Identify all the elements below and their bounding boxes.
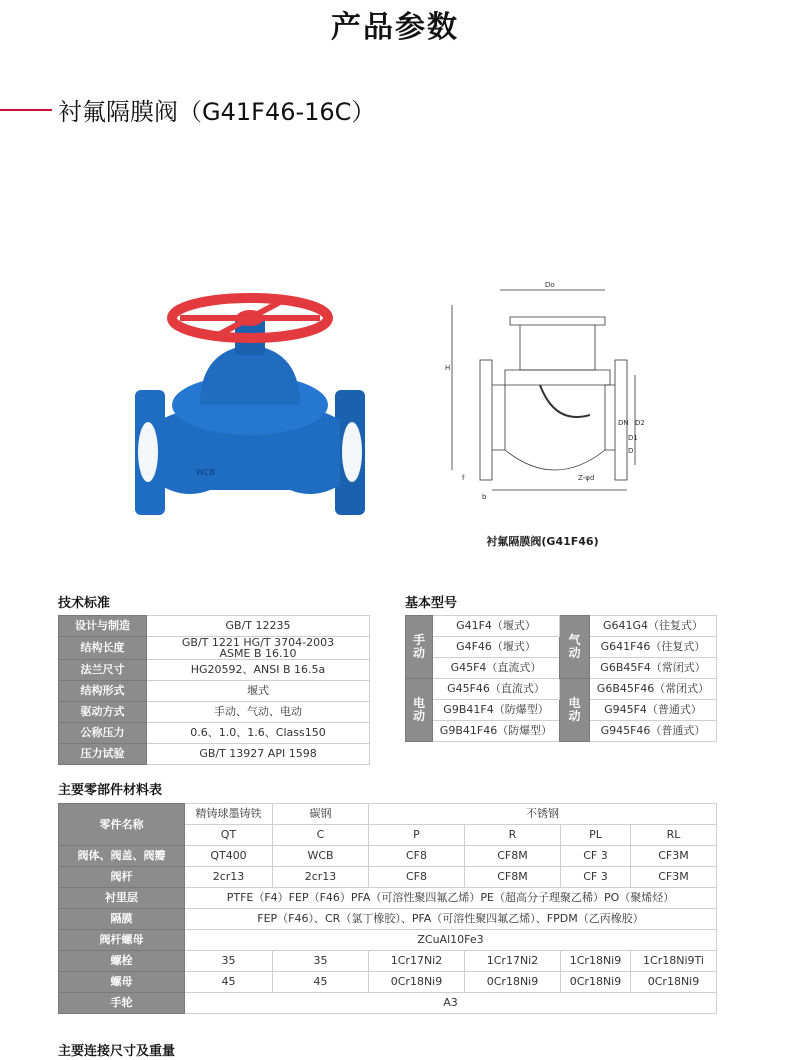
standards-row xyxy=(59,616,370,637)
material-row xyxy=(59,909,717,930)
material-cell: CF8 xyxy=(369,846,465,867)
material-cell: CF8M xyxy=(465,867,561,888)
material-cell: 45 xyxy=(185,972,273,993)
label-do: Do xyxy=(545,281,555,289)
group-header: 碳钢 xyxy=(273,804,369,825)
models-table xyxy=(405,615,717,742)
material-cell: 1Cr17Ni2 xyxy=(465,951,561,972)
material-cell: CF 3 xyxy=(561,867,631,888)
material-cell: 1Cr18Ni9 xyxy=(561,951,631,972)
standards-label: 结构形式 xyxy=(59,681,147,702)
material-cell: 35 xyxy=(273,951,369,972)
model-item: G6B45F46（常闭式） xyxy=(590,679,717,700)
label-dn: DN xyxy=(618,419,629,427)
material-cell: CF3M xyxy=(631,867,717,888)
material-code: C xyxy=(273,825,369,846)
material-cell: CF3M xyxy=(631,846,717,867)
standards-label: 驱动方式 xyxy=(59,702,147,723)
material-cell: 1Cr17Ni2 xyxy=(369,951,465,972)
label-b: b xyxy=(482,493,487,501)
standards-row xyxy=(59,660,370,681)
material-row xyxy=(59,993,717,1014)
part-label: 螺栓 xyxy=(59,951,185,972)
part-label: 螺母 xyxy=(59,972,185,993)
standards-label: 设计与制造 xyxy=(59,616,147,637)
material-code: P xyxy=(369,825,465,846)
model-group-label: 电动 xyxy=(568,696,581,723)
standards-value: 手动、气动、电动 xyxy=(147,702,370,723)
material-cell: CF8M xyxy=(465,846,561,867)
material-cell: CF 3 xyxy=(561,846,631,867)
material-span-cell: PTFE（F4）FEP（F46）PFA（可溶性聚四氟乙烯）PE（超高分子理聚乙稀）PO（聚烯烃） xyxy=(185,888,717,909)
material-cell: 45 xyxy=(273,972,369,993)
model-group-label: 电动 xyxy=(412,696,425,723)
material-code: QT xyxy=(185,825,273,846)
valve-product-photo xyxy=(130,290,370,530)
material-cell: 0Cr18Ni9 xyxy=(465,972,561,993)
material-code: PL xyxy=(561,825,631,846)
standards-label: 结构长度 xyxy=(59,637,147,660)
standards-value-2: ASME B 16.10 xyxy=(219,647,297,660)
label-d2: D2 xyxy=(635,419,645,427)
standards-value: GB/T 12235 xyxy=(147,616,370,637)
label-f: f xyxy=(462,474,465,482)
standards-value: 0.6、1.0、1.6、Class150 xyxy=(147,723,370,744)
standards-value: HG20592、ANSI B 16.5a xyxy=(147,660,370,681)
material-code: RL xyxy=(631,825,717,846)
part-label: 隔膜 xyxy=(59,909,185,930)
material-row xyxy=(59,867,717,888)
material-cell: QT400 xyxy=(185,846,273,867)
model-item: G9B41F4（防爆型） xyxy=(433,700,560,721)
material-row xyxy=(59,846,717,867)
models-title: 基本型号 xyxy=(405,596,458,611)
standards-value: GB/T 1221 HG/T 3704-2003 xyxy=(181,636,335,649)
material-row xyxy=(59,930,717,951)
standards-row xyxy=(59,681,370,702)
standards-label: 法兰尺寸 xyxy=(59,660,147,681)
model-item: G45F46（直流式） xyxy=(433,679,560,700)
part-label: 阀体、阀盖、阀瓣 xyxy=(59,846,185,867)
label-d: D xyxy=(628,447,634,455)
material-cell: 1Cr18Ni9Ti xyxy=(631,951,717,972)
model-group-label: 手动 xyxy=(412,633,425,660)
material-cell: 0Cr18Ni9 xyxy=(561,972,631,993)
material-cell: 0Cr18Ni9 xyxy=(369,972,465,993)
material-cell: 2cr13 xyxy=(185,867,273,888)
label-z: Z-φd xyxy=(578,474,595,482)
standards-table xyxy=(58,615,370,765)
material-span-cell: ZCuAl10Fe3 xyxy=(185,930,717,951)
group-header: 不锈钢 xyxy=(369,804,717,825)
standards-title: 技术标准 xyxy=(58,596,111,611)
standards-row xyxy=(59,744,370,765)
drawing-caption: 衬氟隔膜阀(G41F46) xyxy=(486,535,599,548)
standards-label: 压力试验 xyxy=(59,744,147,765)
material-row xyxy=(59,951,717,972)
model-item: G6B45F4（常闭式） xyxy=(590,658,717,679)
model-item: G641F46（往复式） xyxy=(590,637,717,658)
material-cell: CF8 xyxy=(369,867,465,888)
model-group-label: 气动 xyxy=(568,633,581,660)
label-h: H xyxy=(445,364,451,372)
label-d1: D1 xyxy=(628,434,638,442)
materials-table xyxy=(58,803,717,1014)
group-header: 精铸球墨铸铁 xyxy=(185,804,273,825)
standards-row xyxy=(59,702,370,723)
page-title: 产品参数 xyxy=(331,10,459,45)
standards-value: 堰式 xyxy=(147,681,370,702)
connection-title: 主要连接尺寸及重量 xyxy=(58,1044,176,1059)
material-cell: 2cr13 xyxy=(273,867,369,888)
model-item: G641G4（往复式） xyxy=(590,616,717,637)
subtitle-accent-line xyxy=(0,109,52,111)
standards-value: GB/T 13927 API 1598 xyxy=(147,744,370,765)
material-span-cell: FEP（F46）、CR（氯丁橡胶）、PFA（可溶性聚四氟乙烯）、FPDM（乙丙橡胶） xyxy=(185,909,717,930)
body-cast-mark: WCB xyxy=(196,468,215,477)
standards-row xyxy=(59,723,370,744)
material-cell: 0Cr18Ni9 xyxy=(631,972,717,993)
part-label: 衬里层 xyxy=(59,888,185,909)
material-cell: WCB xyxy=(273,846,369,867)
materials-title: 主要零部件材料表 xyxy=(58,783,163,798)
valve-technical-drawing xyxy=(440,275,645,515)
product-subtitle: 衬氟隔膜阀（G41F46-16C） xyxy=(58,98,376,126)
material-row xyxy=(59,972,717,993)
material-row xyxy=(59,888,717,909)
model-item: G41F4（堰式） xyxy=(433,616,560,637)
model-item: G4F46（堰式） xyxy=(433,637,560,658)
model-item: G45F4（直流式） xyxy=(433,658,560,679)
model-item: G9B41F46（防爆型） xyxy=(433,721,560,742)
standards-label: 公称压力 xyxy=(59,723,147,744)
part-label: 阀杆螺母 xyxy=(59,930,185,951)
model-item: G945F46（普通式） xyxy=(590,721,717,742)
standards-row xyxy=(59,637,370,660)
part-name-header: 零件名称 xyxy=(59,804,185,846)
material-span-cell: A3 xyxy=(185,993,717,1014)
part-label: 阀杆 xyxy=(59,867,185,888)
material-cell: 35 xyxy=(185,951,273,972)
model-item: G945F4（普通式） xyxy=(590,700,717,721)
material-code: R xyxy=(465,825,561,846)
part-label: 手轮 xyxy=(59,993,185,1014)
